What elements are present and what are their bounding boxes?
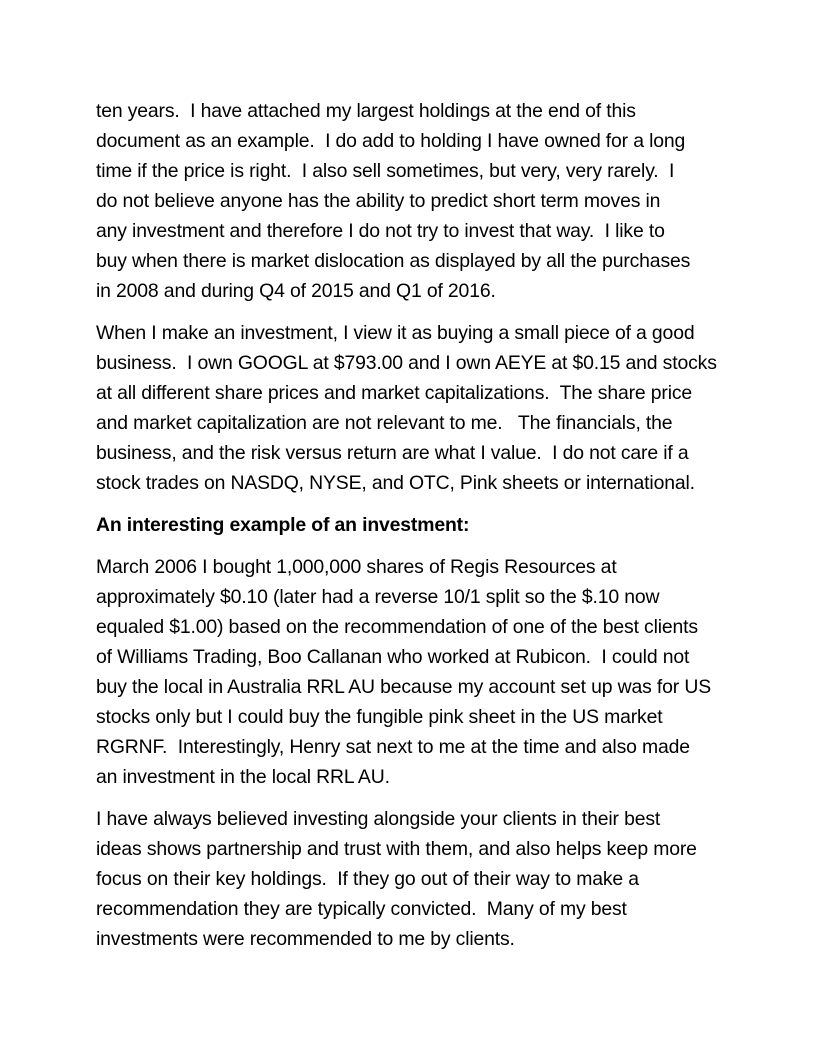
text-line: and market capitalization are not relevant to me. The financials, the: [96, 412, 673, 434]
text-line: RGRNF. Interestingly, Henry sat next to me at the time and also made: [96, 736, 690, 758]
paragraph-holdings-approach: [96, 96, 736, 306]
text-line: do not believe anyone has the ability to predict short term moves in: [96, 190, 661, 212]
text-line: any investment and therefore I do not try to invest that way. I like to: [96, 220, 665, 242]
text-line: at all different share prices and market capitalizations. The share price: [96, 382, 693, 404]
text-line: focus on their key holdings. If they go out of their way to make a: [96, 868, 639, 890]
text-line: business, and the risk versus return are what I value. I do not care if a: [96, 442, 689, 464]
text-line: investments were recommended to me by clients.: [96, 928, 515, 950]
section-heading: An interesting example of an investment:: [96, 514, 470, 536]
text-line: stock trades on NASDQ, NYSE, and OTC, Pink sheets or international.: [96, 472, 695, 494]
document-page: [96, 96, 736, 966]
paragraph-client-partnership: [96, 804, 736, 954]
text-line: time if the price is right. I also sell sometimes, but very, very rarely. I: [96, 160, 675, 182]
text-line: document as an example. I do add to holding I have owned for a long: [96, 130, 686, 152]
text-line: I have always believed investing alongside your clients in their best: [96, 808, 661, 830]
text-line: buy the local in Australia RRL AU because my account set up was for US: [96, 676, 711, 698]
text-line: of Williams Trading, Boo Callanan who worked at Rubicon. I could not: [96, 646, 690, 668]
text-line: ideas shows partnership and trust with them, and also helps keep more: [96, 838, 697, 860]
text-line: ten years. I have attached my largest holdings at the end of this: [96, 100, 636, 122]
text-line: in 2008 and during Q4 of 2015 and Q1 of 2016.: [96, 280, 496, 302]
text-line: an investment in the local RRL AU.: [96, 766, 390, 788]
text-line: March 2006 I bought 1,000,000 shares of Regis Resources at: [96, 556, 617, 578]
text-line: stocks only but I could buy the fungible pink sheet in the US market: [96, 706, 663, 728]
text-line: When I make an investment, I view it as buying a small piece of a good: [96, 322, 695, 344]
text-line: approximately $0.10 (later had a reverse 10/1 split so the $.10 now: [96, 586, 660, 608]
text-line: equaled $1.00) based on the recommendation of one of the best clients: [96, 616, 698, 638]
paragraph-investment-view: [96, 318, 736, 498]
text-line: buy when there is market dislocation as displayed by all the purchases: [96, 250, 691, 272]
paragraph-regis-example: [96, 552, 736, 792]
text-line: business. I own GOOGL at $793.00 and I own AEYE at $0.15 and stocks: [96, 352, 717, 374]
text-line: recommendation they are typically convicted. Many of my best: [96, 898, 627, 920]
